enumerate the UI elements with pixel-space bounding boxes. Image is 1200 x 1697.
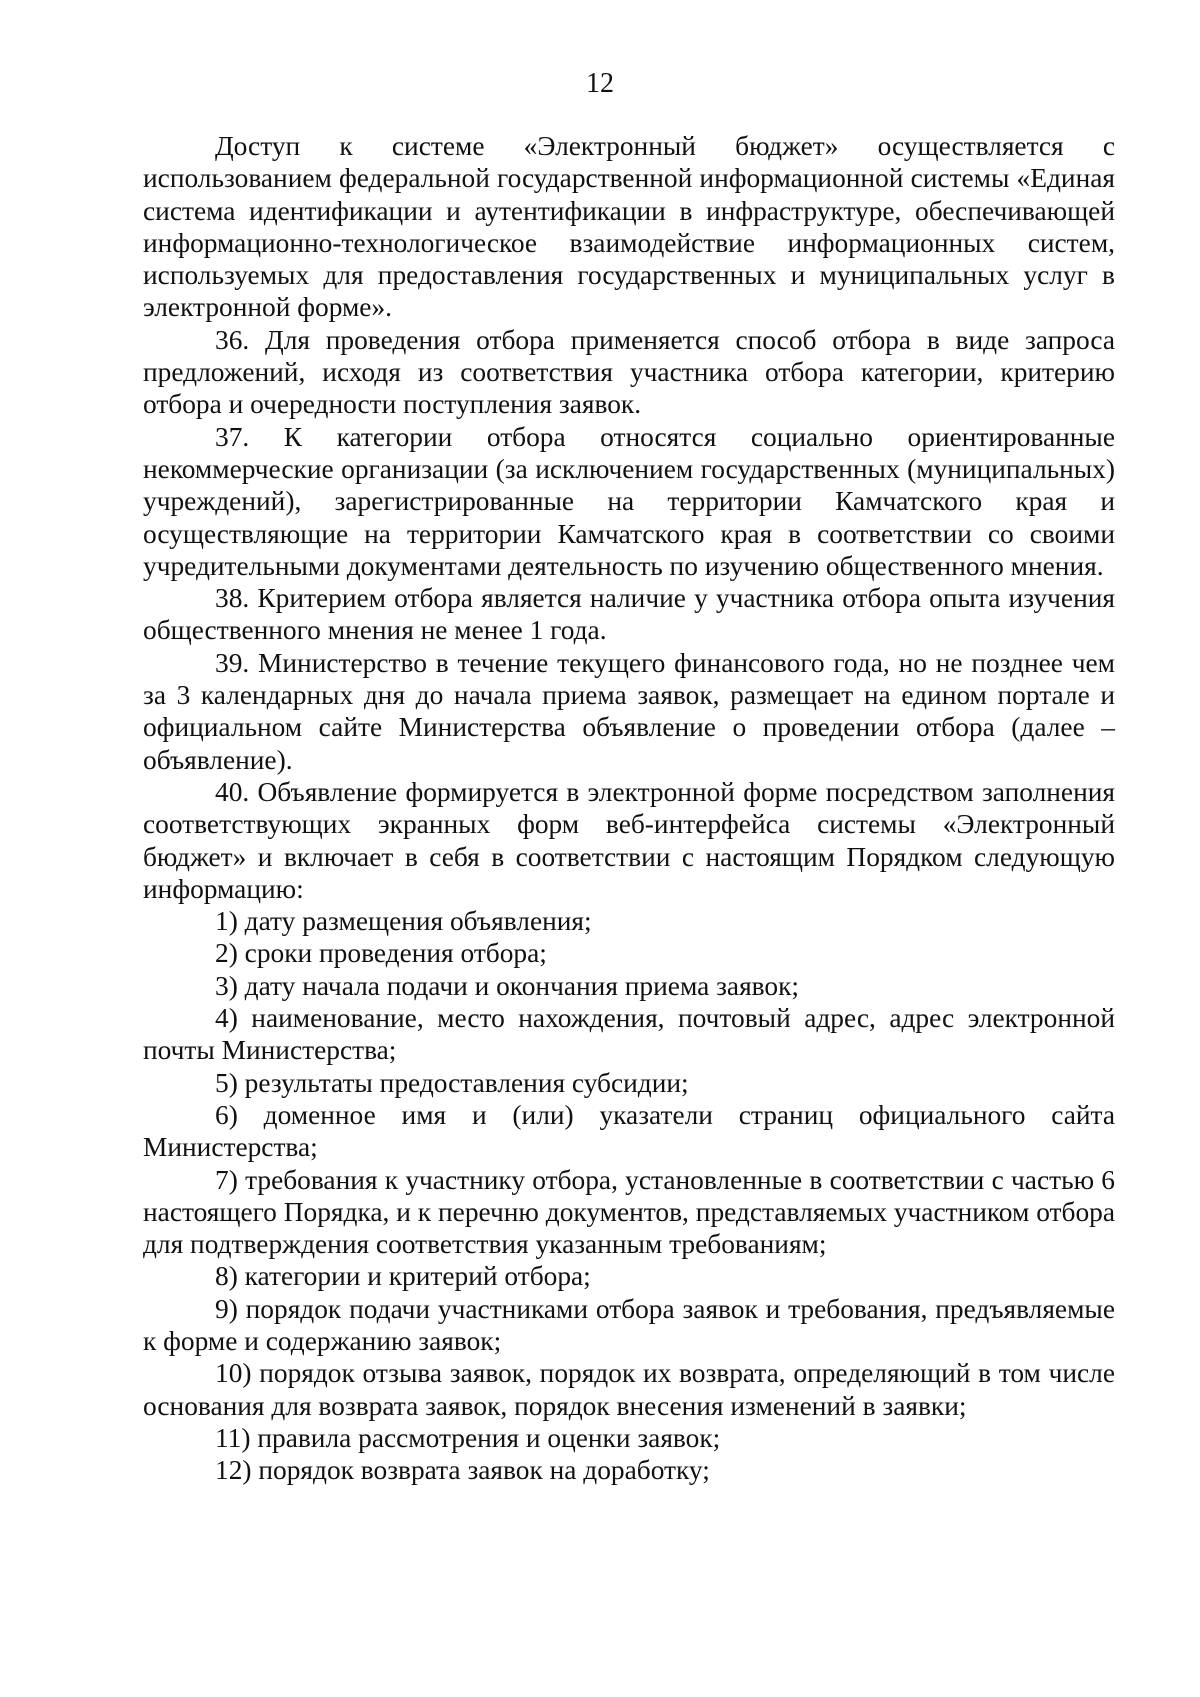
list-item-2: 2) сроки проведения отбора; bbox=[215, 938, 547, 969]
list-item-12: 12) порядок возврата заявок на доработку; bbox=[215, 1455, 710, 1486]
list-item-3: 3) дату начала подачи и окончания приема заявок; bbox=[215, 970, 800, 1001]
list-item-1: 1) дату размещения объявления; bbox=[215, 906, 592, 937]
list-item-6: 6) доменное имя и (или) указатели страниц официального сайта Министерства; bbox=[143, 1099, 1115, 1163]
paragraph-38-selection-criterion: 38. Критерием отбора является наличие у участника отбора опыта изучения общественного мнения не менее 1 года. bbox=[143, 583, 1115, 646]
page-number: 12 bbox=[586, 68, 614, 99]
paragraph-39-announcement-publication: 39. Министерство в течение текущего финансового года, но не позднее чем за 3 календарных дня до начала приема заявок, размещает на едином портале и официальном сайте Министерства объявление о проведении отбора (далее – объявление). bbox=[143, 647, 1115, 775]
paragraph-37-selection-category: 37. К категории отбора относятся социально ориентированные некоммерческие организации (за исключением государственных (муниципальных) учреждений), зарегистрированные на территории Камчатского края и осуществляющие на территории Камчатского края в соответствии со своими учредительными документами деятельность по изучению общественного мнения. bbox=[143, 421, 1115, 581]
list-item-10: 10) порядок отзыва заявок, порядок их возврата, определяющий в том числе основания для возврата заявок, порядок внесения изменений в заявки; bbox=[143, 1358, 1115, 1421]
list-item-7: 7) требования к участнику отбора, установленные в соответствии с частью 6 настоящего Порядка, и к перечню документов, представляемых участником отбора для подтверждения соответствия указанным требованиям; bbox=[143, 1164, 1115, 1260]
list-item-4: 4) наименование, место нахождения, почтовый адрес, адрес электронной почты Министерства; bbox=[143, 1003, 1115, 1066]
list-item-5: 5) результаты предоставления субсидии; bbox=[215, 1067, 689, 1098]
paragraph-36-selection-method: 36. Для проведения отбора применяется способ отбора в виде запроса предложений, исходя из соответствия участника отбора категории, критерию отбора и очередности поступления заявок. bbox=[143, 324, 1115, 420]
paragraph-access-electronic-budget: Доступ к системе «Электронный бюджет» осуществляется с использованием федеральной государственной информационной системы «Единая система идентификации и аутентификации в инфраструктуре, обеспечивающей информационно-технологическое взаимодействие информационных систем, используемых для предоставления государственных и муниципальных услуг в электронной форме». bbox=[143, 131, 1115, 323]
paragraph-40-announcement-content: 40. Объявление формируется в электронной форме посредством заполнения соответствующих экранных форм веб-интерфейса системы «Электронный бюджет» и включает в себя в соответствии с настоящим Порядком следующую информацию: bbox=[143, 776, 1115, 904]
list-item-9: 9) порядок подачи участниками отбора заявок и требования, предъявляемые к форме и содержанию заявок; bbox=[143, 1293, 1115, 1356]
list-item-8: 8) категории и критерий отбора; bbox=[215, 1261, 591, 1292]
document-body bbox=[143, 130, 1115, 1486]
list-item-11: 11) правила рассмотрения и оценки заявок; bbox=[215, 1422, 721, 1453]
